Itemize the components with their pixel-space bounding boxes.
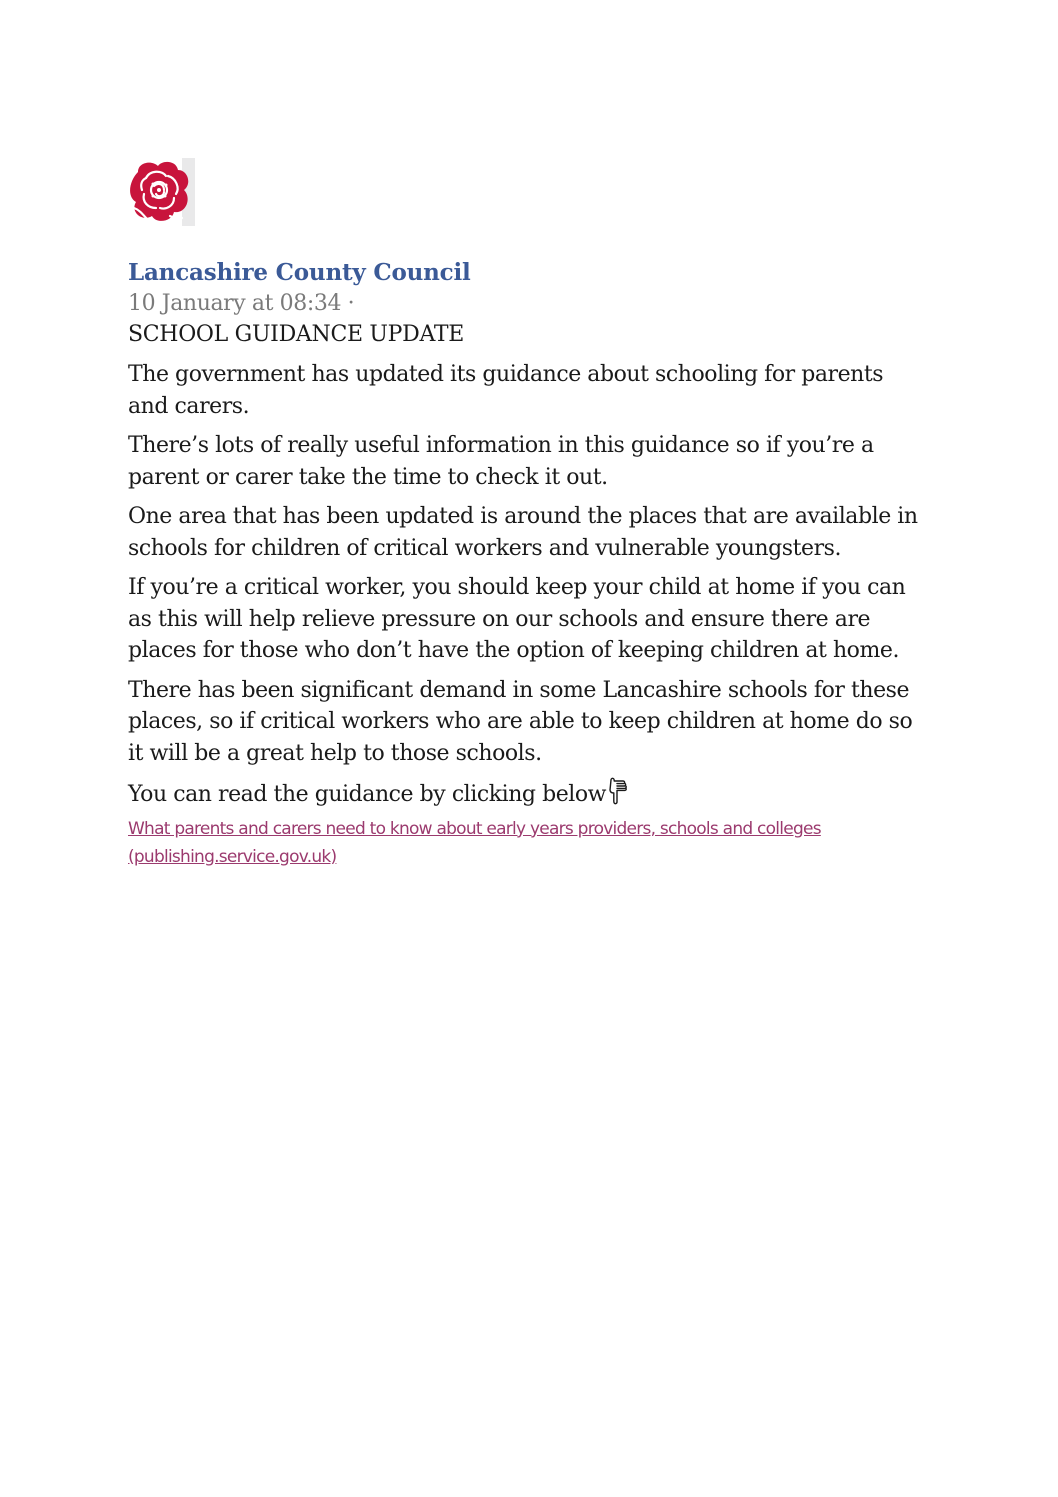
post-paragraph: There has been significant demand in some Lancashire schools for these places, so if critical workers who are able to keep children at home do so it will be a great help to those schools. bbox=[128, 677, 913, 766]
post-headline: SCHOOL GUIDANCE UPDATE bbox=[128, 322, 465, 347]
post-paragraph: One area that has been updated is around the places that are available in schools for children of critical workers and vulnerable youngsters. bbox=[128, 504, 918, 561]
post-paragraph: If you’re a critical worker, you should keep your child at home if you can as this will help relieve pressure on our schools and ensure there are places for those who don’t have the option of keeping children at home. bbox=[128, 575, 906, 663]
guidance-link[interactable]: What parents and carers need to know about early years providers, schools and colleges (publishing.service.gov.uk) bbox=[128, 818, 821, 867]
post-paragraph: There’s lots of really useful information in this guidance so if you’re a parent or carer take the time to check it out. bbox=[128, 433, 874, 490]
post-timestamp[interactable]: 10 January at 08:34 · bbox=[128, 291, 355, 316]
cta-line bbox=[128, 777, 928, 815]
red-rose-icon[interactable] bbox=[128, 158, 195, 226]
pointing-down-hand-icon bbox=[607, 777, 631, 815]
cta-text: You can read the guidance by clicking below bbox=[128, 782, 607, 807]
facebook-post bbox=[128, 158, 928, 871]
post-paragraph: The government has updated its guidance about schooling for parents and carers. bbox=[128, 362, 884, 419]
page-name-link[interactable]: Lancashire County Council bbox=[128, 259, 471, 286]
